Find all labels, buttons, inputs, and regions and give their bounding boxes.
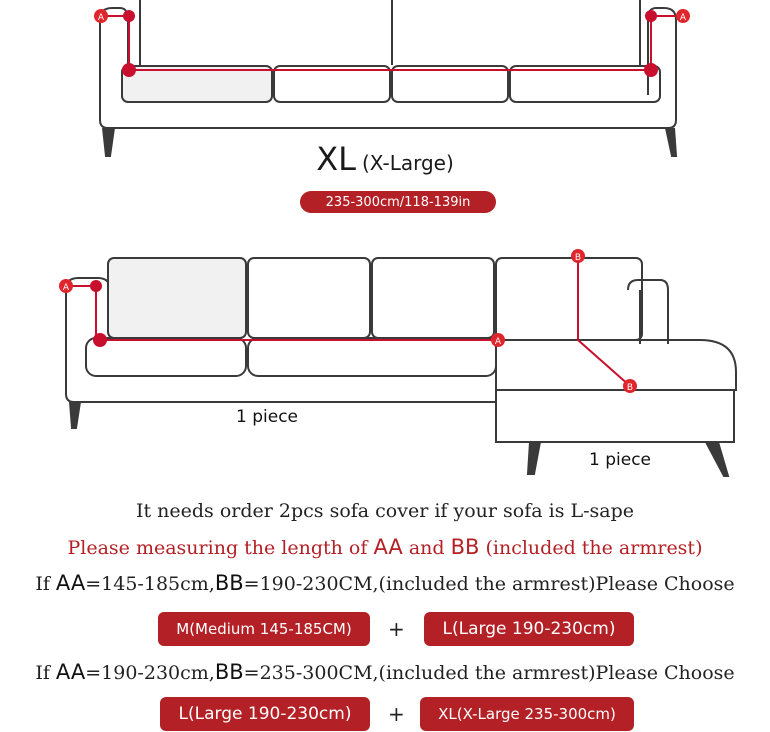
size-code: XL — [316, 140, 356, 178]
row1-if: If — [35, 573, 50, 595]
instruction-measure — [0, 535, 770, 559]
instruction-order-2pcs: It needs order 2pcs sofa cover if your sofa is L-sape — [135, 500, 635, 522]
left-piece-label: 1 piece — [236, 407, 298, 427]
row1-aa: AA — [55, 571, 86, 595]
row1-bb: BB — [214, 571, 244, 595]
marker-b-label: B — [626, 383, 634, 393]
xl-size-title — [0, 140, 770, 178]
option-xlarge-button[interactable]: XL(X-Large 235-300cm) — [420, 697, 634, 731]
marker-a-label: A — [97, 13, 105, 23]
xl-range-badge: 235-300cm/118-139in — [300, 191, 496, 213]
marker-b-label: B — [574, 253, 582, 263]
row2-aa: AA — [55, 660, 86, 684]
row2-aa-range: =190-230cm, — [85, 662, 215, 684]
measure-prefix: Please measuring the length of — [67, 537, 368, 559]
right-piece-label: 1 piece — [589, 450, 651, 470]
row2-bb: BB — [214, 660, 244, 684]
plus-sign: + — [388, 702, 405, 726]
measure-suffix: (included the armrest) — [485, 537, 703, 559]
measure-bb: BB — [450, 535, 480, 559]
measure-and: and — [408, 537, 445, 559]
row2-bb-range: =235-300CM,(included the armrest)Please Choose — [243, 662, 735, 684]
instruction-row2 — [0, 660, 770, 684]
option-large-button[interactable]: L(Large 190-230cm) — [160, 697, 370, 731]
instruction-row1 — [0, 571, 770, 595]
marker-a-label: A — [494, 337, 502, 347]
lshape-sofa-drawing — [66, 258, 736, 476]
size-name: (X-Large) — [361, 151, 454, 175]
xl-sofa-drawing — [97, 0, 676, 156]
marker-a-label: A — [62, 283, 70, 293]
option-medium-button[interactable]: M(Medium 145-185CM) — [158, 612, 370, 646]
plus-sign: + — [388, 617, 405, 641]
lshape-measure-bb — [571, 249, 637, 393]
row2-if: If — [35, 662, 50, 684]
option-large-button[interactable]: L(Large 190-230cm) — [424, 612, 634, 646]
row1-bb-range: =190-230CM,(included the armrest)Please Choose — [243, 573, 735, 595]
measure-aa: AA — [373, 535, 403, 559]
row1-aa-range: =145-185cm, — [85, 573, 215, 595]
marker-a-label: A — [679, 13, 687, 23]
